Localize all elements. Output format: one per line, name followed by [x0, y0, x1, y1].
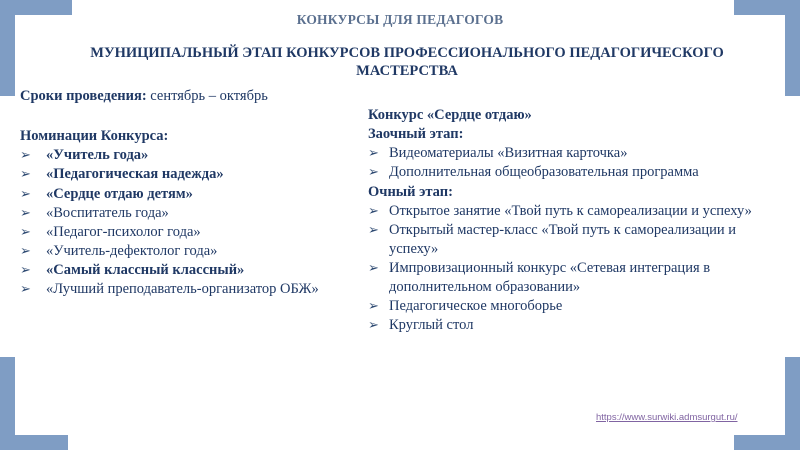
corner-bracket-bottom-left-vertical — [0, 357, 15, 450]
list-item-label: «Самый классный классный» — [46, 262, 245, 278]
bullet-arrow-icon: ➢ — [20, 204, 31, 220]
list-item — [20, 165, 380, 184]
list-item — [20, 261, 380, 280]
source-link[interactable]: https://www.surwiki.admsurgut.ru/ — [596, 412, 738, 423]
left-column — [20, 87, 380, 299]
corner-bracket-bottom-right-vertical — [785, 357, 800, 450]
slide-title: КОНКУРСЫ ДЛЯ ПЕДАГОГОВ — [296, 12, 504, 27]
bullet-arrow-icon: ➢ — [368, 298, 379, 314]
list-item-label: «Учитель-дефектолог года» — [46, 242, 218, 259]
list-item-label: Педагогическое многоборье — [389, 298, 563, 315]
list-item — [20, 223, 380, 242]
bullet-arrow-icon: ➢ — [368, 202, 379, 218]
list-item — [368, 163, 783, 182]
list-item — [368, 202, 783, 221]
dates-label: Сроки проведения: — [20, 88, 147, 104]
list-item-label: Импровизационный конкурс «Сетевая интеграция в дополнительном образовании» — [389, 260, 711, 296]
contest-heading: Конкурс «Сердце отдаю» — [368, 107, 532, 123]
list-item-label: «Лучший преподаватель-организатор ОБЖ» — [46, 281, 319, 298]
slide-subtitle: МУНИЦИПАЛЬНЫЙ ЭТАП КОНКУРСОВ ПРОФЕССИОНАЛЬНОГО ПЕДАГОГИЧЕСКОГО МАСТЕРСТВА — [90, 45, 724, 80]
bullet-arrow-icon: ➢ — [368, 317, 379, 333]
bullet-arrow-icon: ➢ — [368, 164, 379, 180]
list-item — [20, 146, 380, 165]
bullet-arrow-icon: ➢ — [368, 145, 379, 161]
nominations-heading: Номинации Конкурса: — [20, 128, 169, 145]
list-item-label: Дополнительная общеобразовательная программа — [389, 164, 699, 181]
list-item-label: «Педагог-психолог года» — [46, 223, 201, 240]
dates-value: сентябрь – октябрь — [146, 88, 268, 104]
bullet-arrow-icon: ➢ — [20, 185, 31, 201]
stage-one-heading: Заочный этап: — [368, 126, 464, 143]
list-item — [20, 242, 380, 261]
dates-line — [20, 87, 380, 106]
bullet-arrow-icon: ➢ — [20, 166, 31, 182]
bullet-arrow-icon: ➢ — [20, 223, 31, 239]
bullet-arrow-icon: ➢ — [20, 242, 31, 258]
stage-two-heading: Очный этап: — [368, 183, 453, 200]
bullet-arrow-icon: ➢ — [368, 260, 379, 275]
bullet-arrow-icon: ➢ — [20, 262, 31, 277]
list-item-label: Открытое занятие «Твой путь к самореализации и успеху» — [389, 202, 752, 219]
list-item — [368, 259, 783, 297]
right-column — [368, 106, 783, 336]
bullet-arrow-icon: ➢ — [20, 281, 31, 297]
list-item — [20, 204, 380, 223]
left-column-spacer — [20, 106, 380, 127]
bullet-arrow-icon: ➢ — [368, 221, 379, 237]
list-item-label: Круглый стол — [389, 317, 474, 334]
list-item-label: «Учитель года» — [46, 147, 149, 164]
list-item-label: «Педагогическая надежда» — [46, 166, 224, 183]
list-item — [368, 297, 783, 316]
list-item — [368, 316, 783, 335]
list-item-label: «Воспитатель года» — [46, 204, 169, 221]
list-item — [20, 280, 380, 299]
list-item-label: Открытый мастер-класс «Твой путь к самореализации и успеху» — [389, 221, 737, 257]
list-item — [20, 185, 380, 204]
bullet-arrow-icon: ➢ — [20, 147, 31, 163]
list-item — [368, 144, 783, 163]
list-item-label: «Сердце отдаю детям» — [46, 185, 193, 202]
list-item-label: Видеоматериалы «Визитная карточка» — [389, 145, 628, 162]
list-item — [368, 221, 783, 259]
